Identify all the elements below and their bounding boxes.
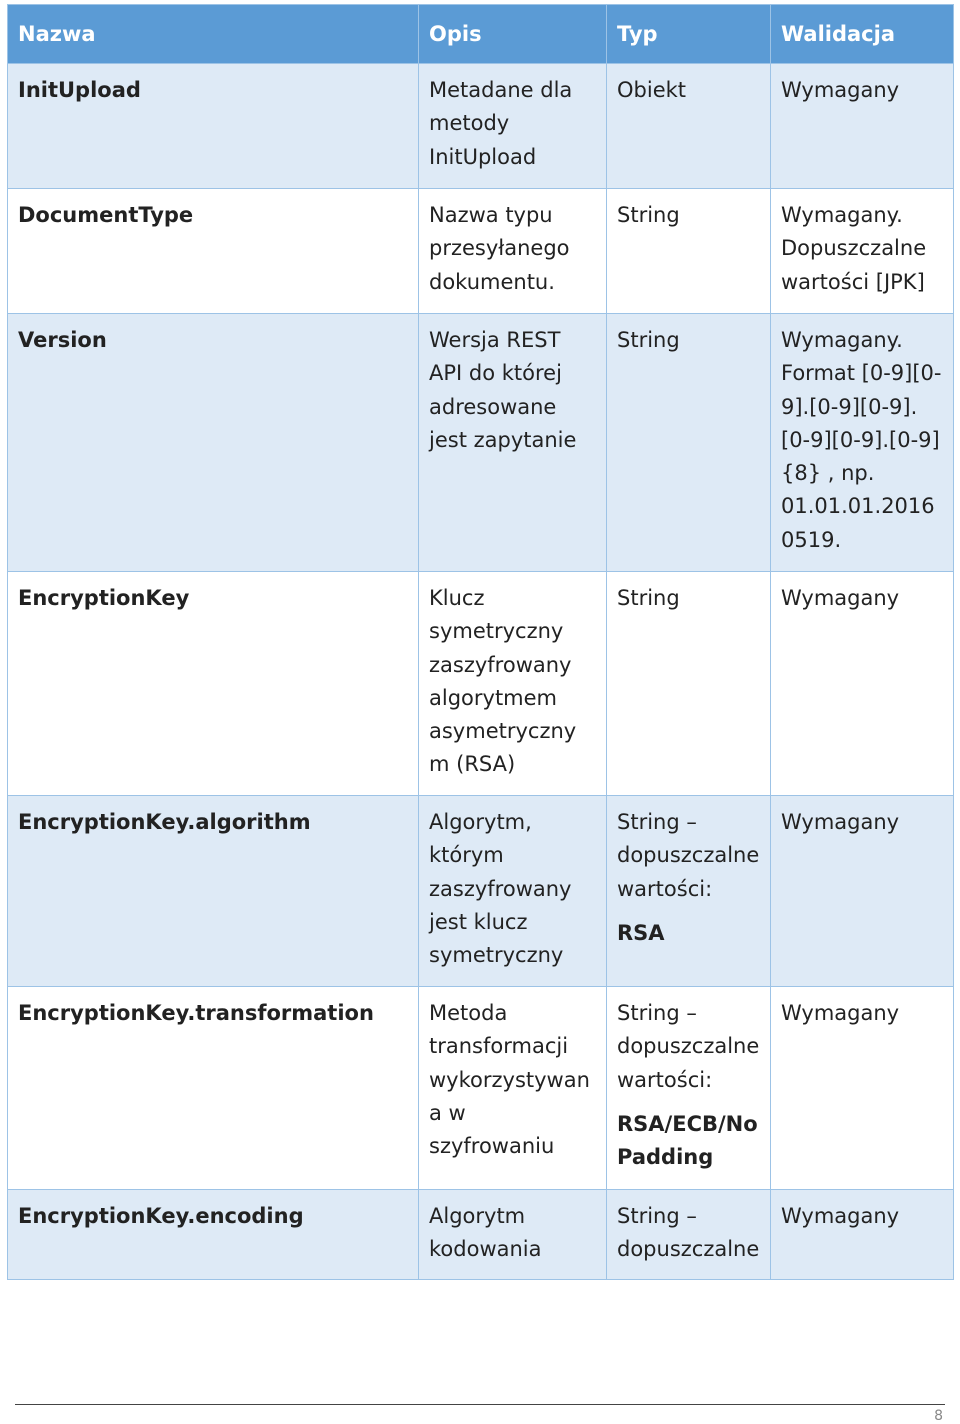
table-row [8,572,954,796]
param-allowed-value: RSA [617,920,665,945]
param-type-text: String [617,328,680,352]
param-type-text: Obiekt [617,78,687,102]
param-type [607,1190,771,1280]
parameters-table [7,4,954,1280]
param-name: EncryptionKey [8,572,419,796]
table-body [8,64,954,1280]
table-row [8,1190,954,1280]
param-type [607,572,771,796]
param-type [607,64,771,189]
param-validation: Wymagany. Format [0-9][0-9].[0-9][0-9].[0-9][0-9].[0-9]{8} , np. 01.01.01.20160519. [771,314,954,572]
param-description: Algorytm kodowania [419,1190,607,1280]
param-validation: Wymagany. Dopuszczalne wartości [JPK] [771,189,954,314]
param-name: DocumentType [8,189,419,314]
table-row [8,314,954,572]
header-row [8,5,954,64]
table-header [8,5,954,64]
param-name: EncryptionKey.transformation [8,987,419,1190]
param-description: Metadane dla metody InitUpload [419,64,607,189]
param-validation: Wymagany [771,1190,954,1280]
column-header-type: Typ [607,5,771,64]
page-number: 8 [934,1408,943,1424]
param-name: EncryptionKey.algorithm [8,796,419,987]
param-allowed-value: RSA/ECB/NoPadding [617,1111,758,1170]
column-header-name: Nazwa [8,5,419,64]
table-row [8,796,954,987]
column-header-description: Opis [419,5,607,64]
param-type-text: String – dopuszczalne [617,1204,760,1262]
param-validation: Wymagany [771,987,954,1190]
param-description: Nazwa typu przesyłanego dokumentu. [419,189,607,314]
param-validation: Wymagany [771,796,954,987]
param-validation: Wymagany [771,572,954,796]
param-description: Algorytm, którym zaszyfrowany jest klucz symetryczny [419,796,607,987]
footer-divider [15,1404,945,1405]
param-description: Metoda transformacji wykorzystywana w szyfrowaniu [419,987,607,1190]
param-type [607,796,771,987]
column-header-validation: Walidacja [771,5,954,64]
param-validation: Wymagany [771,64,954,189]
param-description: Klucz symetryczny zaszyfrowany algorytmem asymetrycznym (RSA) [419,572,607,796]
param-type [607,189,771,314]
param-type-text: String [617,586,680,610]
param-type [607,987,771,1190]
table-row [8,64,954,189]
param-type-text: String – dopuszczalne wartości: [617,810,760,901]
param-description: Wersja REST API do której adresowane jest zapytanie [419,314,607,572]
param-name: Version [8,314,419,572]
table-row [8,189,954,314]
param-name: InitUpload [8,64,419,189]
table-row [8,987,954,1190]
param-type-text: String [617,203,680,227]
param-type-text: String – dopuszczalne wartości: [617,1001,760,1092]
param-name: EncryptionKey.encoding [8,1190,419,1280]
param-type [607,314,771,572]
